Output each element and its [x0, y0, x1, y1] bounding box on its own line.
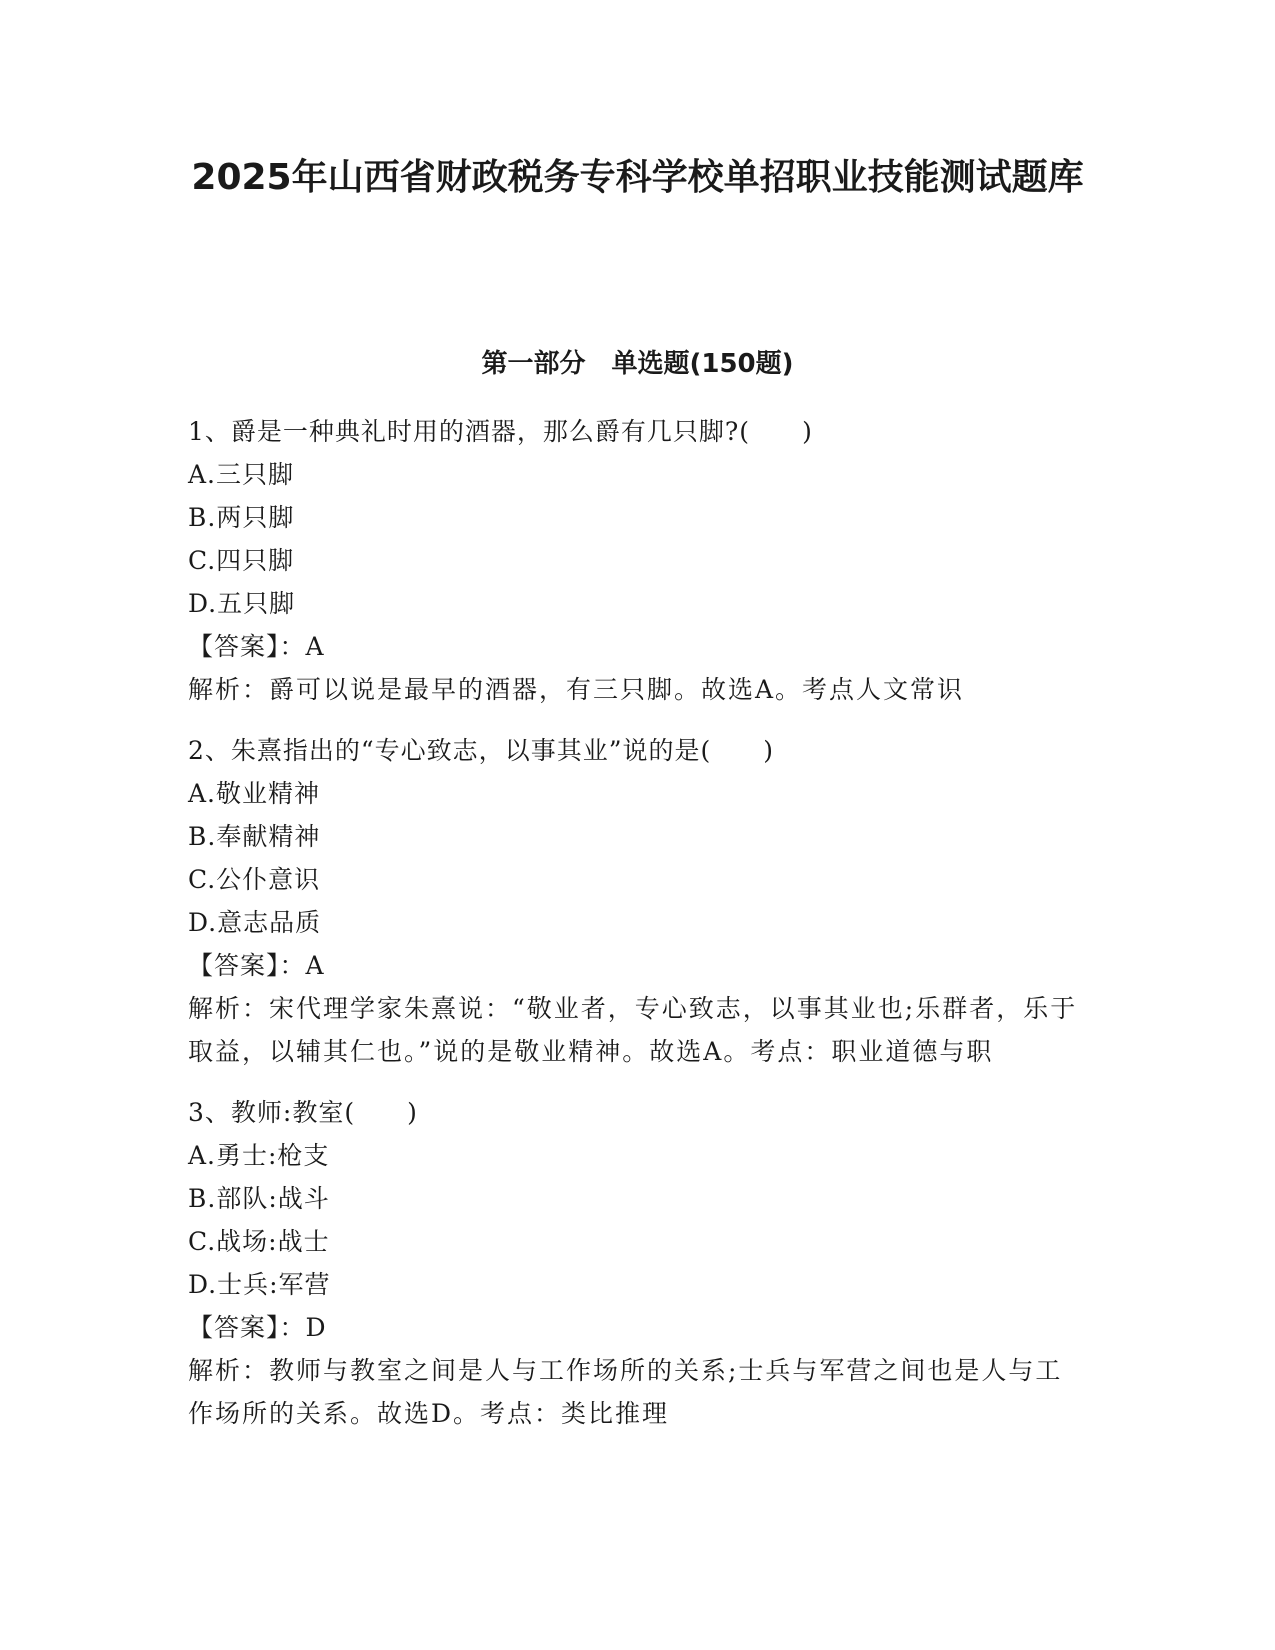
question-1: [188, 410, 1088, 711]
option-a: A.三只脚: [188, 460, 295, 489]
explanation: 解析：宋代理学家朱熹说：“敬业者，专心致志，以事其业也;乐群者，乐于取益，以辅其仁也。”说的是敬业精神。故选A。考点：职业道德与职: [188, 994, 1078, 1066]
question-list: [188, 410, 1088, 1453]
answer: 【答案】：D: [188, 1313, 327, 1342]
question-3: [188, 1091, 1088, 1435]
explanation: 解析：爵可以说是最早的酒器，有三只脚。故选A。考点人文常识: [188, 675, 965, 704]
question-stem: 2、朱熹指出的“专心致志，以事其业”说的是( ): [188, 736, 774, 765]
question-stem: 3、教师:教室( ): [188, 1098, 418, 1127]
option-c: C.公仆意识: [188, 865, 321, 894]
explanation: 解析：教师与教室之间是人与工作场所的关系;士兵与军营之间也是人与工作场所的关系。故选D。考点：类比推理: [188, 1356, 1063, 1428]
option-a: A.勇士:枪支: [188, 1141, 330, 1170]
option-b: B.部队:战斗: [188, 1184, 330, 1213]
question-stem: 1、爵是一种典礼时用的酒器，那么爵有几只脚?( ): [188, 417, 813, 446]
option-d: D.士兵:军营: [188, 1270, 331, 1299]
question-2: [188, 729, 1088, 1073]
option-d: D.意志品质: [188, 908, 322, 937]
option-c: C.四只脚: [188, 546, 295, 575]
option-c: C.战场:战士: [188, 1227, 330, 1256]
option-a: A.敬业精神: [188, 779, 321, 808]
option-d: D.五只脚: [188, 589, 296, 618]
option-b: B.两只脚: [188, 503, 295, 532]
page-title: 2025年山西省财政税务专科学校单招职业技能测试题库: [191, 157, 1084, 198]
answer: 【答案】：A: [188, 951, 325, 980]
option-b: B.奉献精神: [188, 822, 321, 851]
answer: 【答案】：A: [188, 632, 325, 661]
section-heading: 第一部分 单选题(150题): [481, 349, 794, 379]
